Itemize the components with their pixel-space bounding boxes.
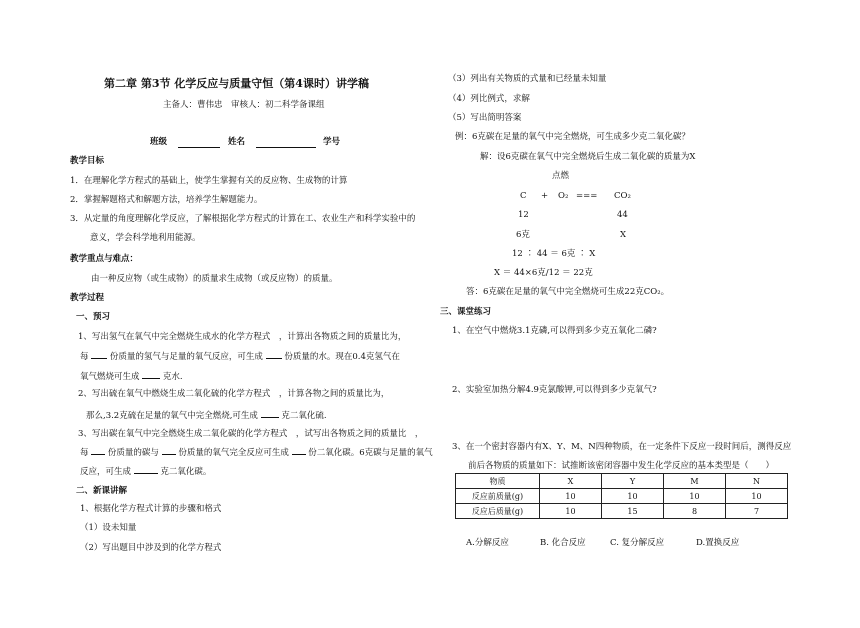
goals-heading: 教学目标 [70, 156, 105, 166]
equation-co2: CO₂ [614, 191, 631, 201]
preview-q1-text-a: 每 [80, 352, 89, 362]
preview-q3: 3、写出碳在氧气中完全燃烧生成二氧化碳的化学方程式 ，试写出各物质之间的质量比 ， [78, 429, 424, 439]
number-label: 学号 [323, 137, 341, 147]
process-heading: 教学过程 [70, 293, 105, 303]
preview-q3-text-c: 份质量的氧气完全反应可生成 [178, 448, 289, 458]
name-label: 姓名 [228, 137, 246, 147]
preview-q2: 2、写出硫在氧气中燃烧生成二氧化硫的化学方程式 ，计算各物之间的质量比为， [78, 389, 390, 399]
table-header-row [456, 474, 788, 489]
preview-q3-text-b: 份质量的碳与 [107, 448, 159, 458]
table-cell: 10 [664, 489, 726, 504]
preview-q2-text-a: 那么,3.2克硫在足量的氧气中完全燃烧,可生成 [86, 411, 258, 421]
key-points-heading: 教学重点与难点： [70, 254, 139, 264]
equation-c: C [520, 191, 527, 201]
result-line: X ＝ 44×6克/12 ＝ 22克 [494, 268, 593, 278]
table-row [456, 489, 788, 504]
table-row [456, 504, 788, 519]
blank-water-grams[interactable] [142, 370, 160, 379]
equation-plus: + [541, 191, 549, 201]
step-2: （2）写出题目中涉及到的化学方程式 [80, 543, 222, 553]
table-header-cell: N [726, 474, 788, 489]
blank-o2-mass[interactable] [162, 446, 176, 455]
goal-3-continued: 意义，学会科学地利用能源。 [90, 233, 201, 243]
practice-q2: 2、实验室加热分解4.9克氯酸钾,可以得到多少克氧气? [452, 385, 657, 395]
preview-q1-line3 [80, 370, 183, 383]
preview-q1-line2 [80, 350, 400, 363]
preview-q3-line3 [80, 465, 211, 478]
practice-q3-line2: 前后各物质的质量如下：试推断该密闭容器中发生化学反应的基本类型是（ ） [468, 461, 775, 471]
blank-water-mass[interactable] [266, 350, 282, 359]
table-cell: 8 [664, 504, 726, 519]
practice-q1: 1、在空气中燃烧3.1克磷,可以得到多少克五氧化二磷? [452, 326, 657, 336]
class-label: 班级 [150, 137, 168, 147]
blank-c-mass[interactable] [91, 446, 105, 455]
preview-q3-text-e: 反应，可生成 [80, 467, 132, 477]
practice-heading: 三、课堂练习 [440, 307, 492, 317]
new-lesson-item-1: 1、根据化学方程式计算的步骤和格式 [80, 504, 222, 514]
preview-heading: 一、预习 [76, 312, 111, 322]
practice-q3: 3、在一个密封容器内有X、Y、M、N四种物质，在一定条件下反应一段时间后，测得反应 [452, 442, 792, 452]
molar-mass-c: 12 [518, 210, 529, 220]
goal-1: 1．在理解化学方程式的基础上，使学生掌握有关的反应物、生成物的计算 [70, 176, 348, 186]
goal-3: 3．从定量的角度理解化学反应，了解根据化学方程式的计算在工、农业生产和科学实验中的 [70, 214, 416, 224]
answer-line: 答：6克碳在足量的氧气中完全燃烧可生成22克CO₂。 [466, 287, 670, 297]
table-cell: 反应前质量(g) [456, 489, 540, 504]
preview-q2-text-b: 克二氧化硫. [281, 411, 327, 421]
table-cell: 反应后质量(g) [456, 504, 540, 519]
table-cell: 10 [540, 504, 602, 519]
blank-h2-mass[interactable] [91, 350, 107, 359]
preview-q1-text-e: 克水. [162, 372, 183, 382]
goal-2: 2．掌握解题格式和解题方法，培养学生解题能力。 [70, 195, 263, 205]
table-cell: 10 [726, 489, 788, 504]
example-solution: 解：设6克碳在氧气中完全燃烧后生成二氧化碳的质量为X [480, 152, 696, 162]
molar-mass-co2: 44 [617, 210, 628, 220]
blank-so2-grams[interactable] [261, 409, 279, 418]
option-b[interactable]: B. 化合反应 [540, 538, 586, 548]
table-header-cell: Y [602, 474, 664, 489]
equation-arrow: === [576, 191, 598, 201]
name-field[interactable] [256, 138, 316, 148]
unknown-x: X [620, 230, 627, 240]
table-cell: 15 [602, 504, 664, 519]
reaction-condition: 点燃 [552, 171, 570, 181]
given-mass-c: 6克 [516, 230, 530, 240]
class-field[interactable] [178, 138, 220, 148]
table-header-cell: 物质 [456, 474, 540, 489]
ratio-line: 12 ∶ 44 ＝ 6克 ∶ X [512, 249, 596, 259]
table-header-cell: M [664, 474, 726, 489]
preview-q1-text-c: 份质量的水。现在0.4克氢气在 [284, 352, 400, 362]
worksheet-title: 第二章 第3节 化学反应与质量守恒（第4课时）讲学稿 [104, 77, 369, 90]
preview-q3-text-f: 克二氧化碳。 [160, 467, 212, 477]
example-question: 例：6克碳在足量的氧气中完全燃烧，可生成多少克二氧化碳？ [455, 132, 690, 142]
table-cell: 10 [540, 489, 602, 504]
key-points-text: 由一种反应物（或生成物）的质量求生成物（或反应物）的质量。 [91, 274, 338, 284]
preview-q3-text-d: 份二氧化碳。6克碳与足量的氧气 [308, 448, 433, 458]
blank-co2-grams[interactable] [134, 465, 158, 474]
step-3: （3）列出有关物质的式量和已经量未知量 [448, 74, 607, 84]
preview-q1-text-d: 氧气燃烧可生成 [80, 372, 140, 382]
table-header-cell: X [540, 474, 602, 489]
step-4: （4）列比例式，求解 [448, 94, 530, 104]
preview-q3-text-a: 每 [80, 448, 89, 458]
equation-o2: O₂ [558, 191, 569, 201]
step-1: （1）设未知量 [80, 523, 137, 533]
table-cell: 7 [726, 504, 788, 519]
preview-q1-text-b: 份质量的氢气与足量的氧气反应，可生成 [109, 352, 263, 362]
preview-q1: 1、写出氢气在氧气中完全燃烧生成水的化学方程式 ，计算出各物质之间的质量比为， [78, 332, 407, 342]
new-lesson-heading: 二、新课讲解 [76, 486, 128, 496]
preview-q2-line2 [86, 409, 327, 422]
option-c[interactable]: C. 复分解反应 [610, 538, 665, 548]
mass-table [455, 473, 788, 519]
authors-line: 主备人：曹伟忠 审核人：初二科学备课组 [163, 100, 325, 110]
table-cell: 10 [602, 489, 664, 504]
option-d[interactable]: D.置换反应 [696, 538, 740, 548]
step-5: （5）写出简明答案 [448, 113, 522, 123]
blank-co2-mass[interactable] [292, 446, 306, 455]
option-a[interactable]: A.分解反应 [466, 538, 509, 548]
preview-q3-line2 [80, 446, 433, 459]
